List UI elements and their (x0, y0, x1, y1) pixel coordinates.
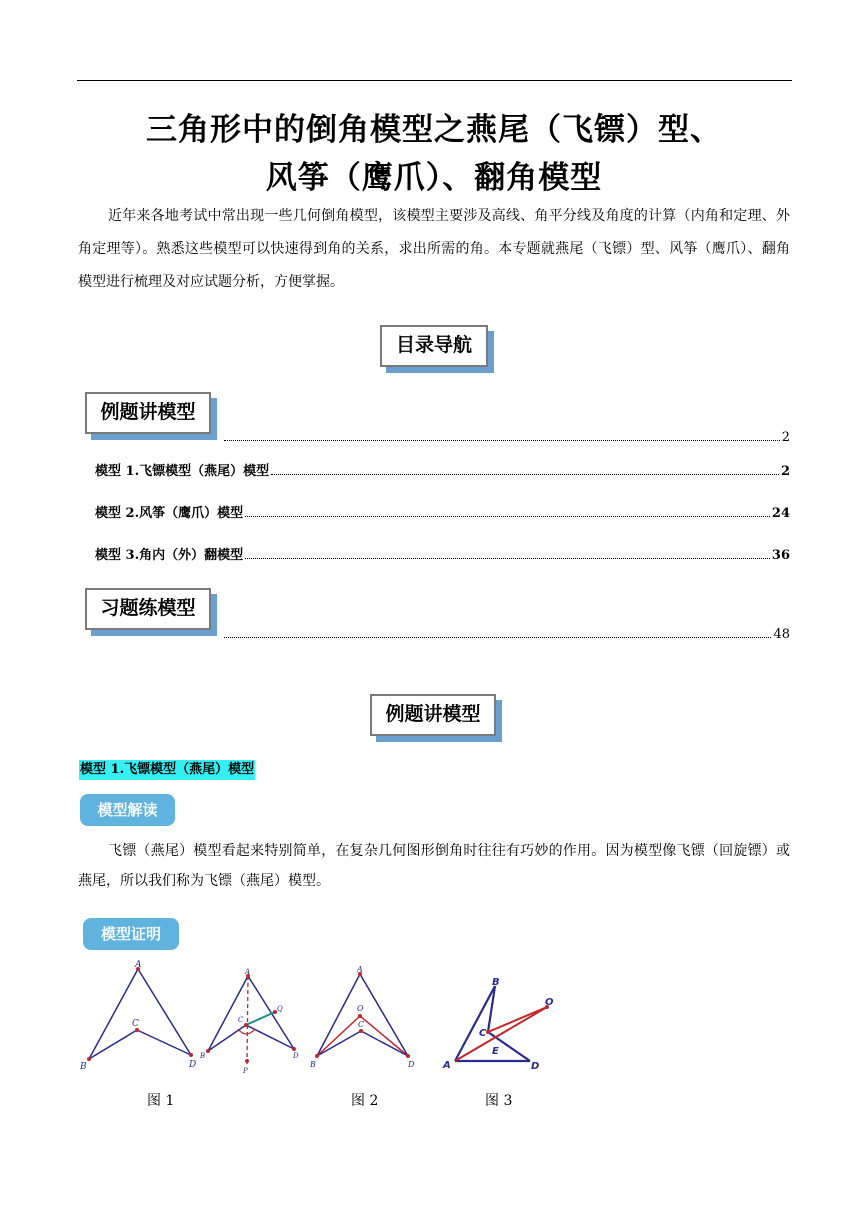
toc-leader-dots (224, 637, 771, 638)
figure-1-caption: 图 1 (147, 1093, 175, 1109)
toc-leader-dots (271, 474, 779, 475)
toc-nav-heading: 目录导航 (380, 325, 488, 367)
point-label: D (408, 1060, 415, 1069)
toc-leader-dots (245, 558, 770, 559)
toc-leader-dots (245, 516, 770, 517)
model-proof-pill: 模型证明 (83, 918, 179, 950)
toc-section-exercises: 习题练模型 (85, 588, 211, 630)
page-title-line1: 三角形中的倒角模型之燕尾（飞镖）型、 (146, 112, 722, 148)
intro-paragraph: 近年来各地考试中常出现一些几何倒角模型，该模型主要涉及高线、角平分线及角度的计算（内角和定理、外角定理等）。熟悉这些模型可以快速得到角的关系，求出所需的角。本专题就燕尾（飞镖）型、风筝（鹰爪）、翻角模型进行梳理及对应试题分析，方便掌握。 (78, 208, 790, 290)
point-label: C (132, 1019, 139, 1029)
toc-entry-exercises[interactable] (222, 627, 790, 642)
point-label: E (492, 1046, 499, 1057)
point-label: A (245, 968, 251, 976)
page-title-line2: 风筝（鹰爪）、翻角模型 (265, 160, 603, 196)
figure-3-caption: 图 3 (485, 1093, 513, 1109)
figure-2-caption: 图 2 (351, 1093, 379, 1109)
figure-3-dart (440, 975, 560, 1075)
point-label: D (189, 1060, 197, 1070)
toc-page-number: 2 (781, 430, 790, 445)
point-label: D (293, 1052, 299, 1060)
toc-entry-examples[interactable] (222, 430, 790, 445)
point-label: B (200, 1052, 206, 1060)
point-label: A (443, 1060, 451, 1071)
point-label: Q (277, 1005, 283, 1013)
header-rule (77, 80, 792, 81)
point-label: O (545, 997, 554, 1008)
point-label: B (492, 977, 500, 988)
point-label: P (243, 1067, 248, 1075)
point-label: B (80, 1062, 87, 1072)
point-label: D (531, 1061, 540, 1072)
model1-heading: 模型 1.飞镖模型（燕尾）模型 (79, 760, 255, 780)
point-label: C (238, 1016, 244, 1024)
point-label: O (357, 1004, 364, 1013)
figure-aux-dart (198, 965, 308, 1080)
toc-page-number: 24 (771, 506, 790, 521)
toc-entry-label: 模型 2.风筝（鹰爪）模型 (95, 506, 244, 521)
toc-entry-model1[interactable] (95, 460, 790, 479)
toc-entry-label: 模型 1.飞镖模型（燕尾）模型 (95, 464, 270, 479)
toc-entry-label: 模型 3.角内（外）翻模型 (95, 548, 244, 563)
point-label: C (358, 1020, 365, 1029)
toc-leader-dots (224, 440, 780, 441)
toc-page-number: 48 (773, 627, 790, 642)
toc-entry-model3[interactable] (95, 544, 790, 563)
model-reading-text: 飞镖（燕尾）模型看起来特别简单，在复杂几何图形倒角时往往有巧妙的作用。因为模型像飞镖（回旋镖）或燕尾，所以我们称为飞镖（燕尾）模型。 (78, 843, 790, 889)
point-label: A (135, 960, 142, 970)
toc-entry-model2[interactable] (95, 502, 790, 521)
toc-page-number: 2 (780, 464, 790, 479)
figure-1-dart (76, 958, 206, 1073)
figure-2-dart (305, 962, 425, 1077)
point-label: A (357, 965, 363, 974)
point-label: C (479, 1028, 487, 1039)
point-label: B (310, 1060, 316, 1069)
toc-page-number: 36 (771, 548, 790, 563)
model-reading-pill: 模型解读 (80, 794, 175, 826)
toc-section-examples: 例题讲模型 (85, 392, 211, 434)
section-title-examples: 例题讲模型 (370, 694, 496, 736)
